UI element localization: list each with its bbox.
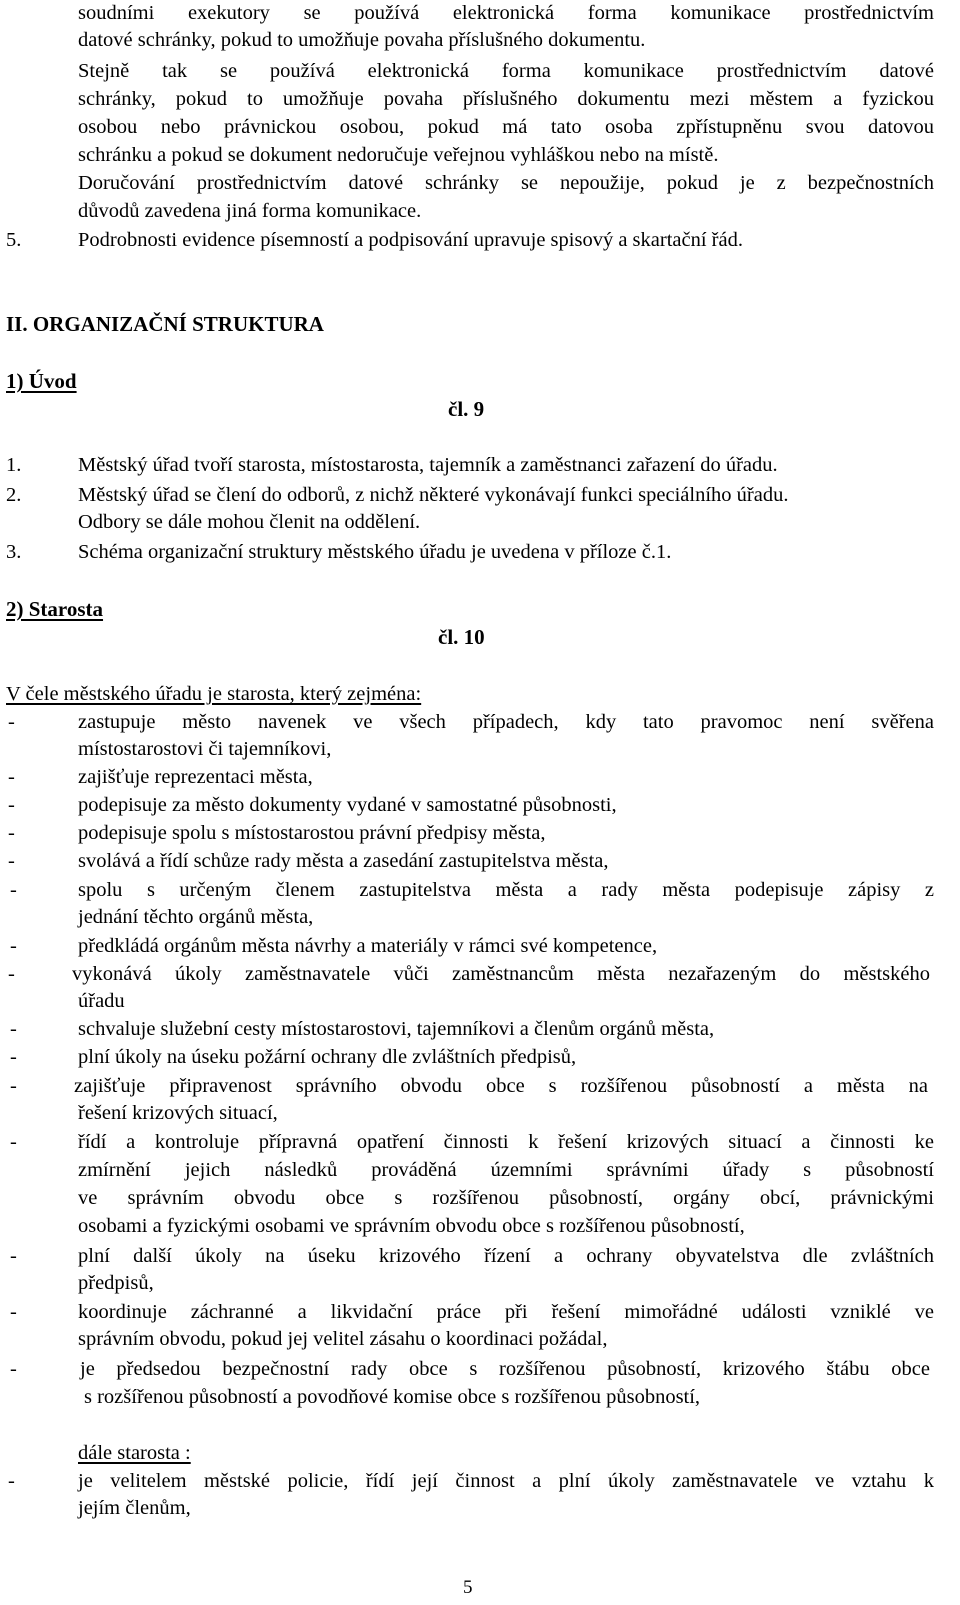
item-text: Schéma organizační struktury městského úřadu je uvedena v příloze č.1.: [78, 541, 672, 563]
bullet-dash: -: [10, 879, 17, 901]
section-title: II. ORGANIZAČNÍ STRUKTURA: [6, 312, 324, 336]
item-number: 3.: [6, 541, 22, 563]
article-number: čl. 9: [448, 397, 485, 421]
duty-text: řešení krizových situací,: [78, 1102, 278, 1124]
duty-text: podepisuje spolu s místostarostou právní předpisy města,: [78, 822, 546, 844]
paragraph-line: důvodů zavedena jiná forma komunikace.: [78, 200, 422, 222]
item-number: 5.: [6, 229, 22, 251]
duty-text: podepisuje za město dokumenty vydané v samostatné působnosti,: [78, 794, 617, 816]
item-text: Podrobnosti evidence písemností a podpisování upravuje spisový a skartační řád.: [78, 229, 743, 251]
duty-text: osobami a fyzickými osobami ve správním obvodu obce s rozšířenou působností,: [78, 1215, 745, 1237]
bullet-dash: -: [8, 794, 15, 816]
intro-text: V čele městského úřadu je starosta, který zejména:: [6, 683, 422, 705]
bullet-dash: -: [8, 1470, 15, 1492]
duty-text: spolu s určeným členem zastupitelstva města a rady města podepisuje zápisy z: [78, 879, 934, 901]
duty-text: svolává a řídí schůze rady města a zasedání zastupitelstva města,: [78, 850, 609, 872]
bullet-dash: -: [10, 1075, 17, 1097]
bullet-dash: -: [10, 1245, 17, 1267]
paragraph-line: datové schránky, pokud to umožňuje povaha příslušného dokumentu.: [78, 29, 646, 51]
duty-text: úřadu: [78, 990, 125, 1012]
further-title: dále starosta :: [78, 1442, 191, 1464]
duty-text: zajišťuje reprezentaci města,: [78, 766, 313, 788]
duty-text: s rozšířenou působností a povodňové komise obce s rozšířenou působností,: [84, 1386, 701, 1408]
duty-text: zmírnění jejich následků prováděná územními správními úřady s působností: [78, 1159, 934, 1181]
duty-text: řídí a kontroluje přípravná opatření činnosti k řešení krizových situací a činnosti ke: [78, 1131, 934, 1153]
duty-text: zajišťuje připravenost správního obvodu obce s rozšířenou působností a města na: [74, 1075, 928, 1097]
duty-text: jednání těchto orgánů města,: [78, 906, 314, 928]
bullet-dash: -: [8, 850, 15, 872]
bullet-dash: -: [10, 1301, 17, 1323]
paragraph-line: schránky, pokud to umožňuje povaha příslušného dokumentu mezi městem a fyzickou: [78, 88, 934, 110]
paragraph-line: osobou nebo právnickou osobou, pokud má tato osoba zpřístupněnu svou datovou: [78, 116, 934, 138]
duty-text: zastupuje město navenek ve všech případech, kdy tato pravomoc není svěřena: [78, 711, 934, 733]
bullet-dash: -: [8, 822, 15, 844]
item-text: Městský úřad tvoří starosta, místostarosta, tajemník a zaměstnanci zařazení do úřadu.: [78, 454, 778, 476]
bullet-dash: -: [8, 963, 15, 985]
page-number: 5: [463, 1577, 473, 1598]
duty-text: předpisů,: [78, 1272, 154, 1294]
item-text: Městský úřad se člení do odborů, z nichž některé vykonávají funkci speciálního úřadu.: [78, 484, 789, 506]
duty-text: správním obvodu, pokud jej velitel zásahu o koordinaci požádal,: [78, 1328, 608, 1350]
paragraph-line: Stejně tak se používá elektronická forma komunikace prostřednictvím datové: [78, 60, 934, 82]
bullet-dash: -: [8, 766, 15, 788]
bullet-dash: -: [10, 1358, 17, 1380]
duty-text: místostarostovi či tajemníkovi,: [78, 738, 332, 760]
duty-text: je předsedou bezpečnostní rady obce s rozšířenou působností, krizového štábu obce: [80, 1358, 930, 1380]
paragraph-line: Doručování prostřednictvím datové schránky se nepoužije, pokud je z bezpečnostních: [78, 172, 934, 194]
duty-text: plní úkoly na úseku požární ochrany dle zvláštních předpisů,: [78, 1046, 577, 1068]
bullet-dash: -: [10, 1018, 17, 1040]
duty-text: ve správním obvodu obce s rozšířenou působností, orgány obcí, právnickými: [78, 1187, 934, 1209]
bullet-dash: -: [10, 1046, 17, 1068]
duty-text: předkládá orgánům města návrhy a materiály v rámci své kompetence,: [78, 935, 658, 957]
duty-text: schvaluje služební cesty místostarostovi, tajemníkovi a členům orgánů města,: [78, 1018, 715, 1040]
item-number: 2.: [6, 484, 22, 506]
duty-text: je velitelem městské policie, řídí její činnost a plní úkoly zaměstnavatele ve vztahu k: [78, 1470, 934, 1492]
bullet-dash: -: [8, 711, 15, 733]
paragraph-line: schránku a pokud se dokument nedoručuje veřejnou vyhláškou nebo na místě.: [78, 144, 719, 166]
duty-text: koordinuje záchranné a likvidační práce při řešení mimořádné události vzniklé ve: [78, 1301, 934, 1323]
bullet-dash: -: [10, 935, 17, 957]
subsection-title: 1) Úvod: [6, 369, 77, 393]
bullet-dash: -: [10, 1131, 17, 1153]
paragraph-line: soudními exekutory se používá elektronická forma komunikace prostřednictvím: [78, 2, 934, 24]
subsection-title: 2) Starosta: [6, 597, 104, 621]
duty-text: jejím členům,: [78, 1497, 191, 1519]
duty-text: vykonává úkoly zaměstnavatele vůči zaměstnancům města nezařazeným do městského: [72, 963, 930, 985]
item-text: Odbory se dále mohou členit na oddělení.: [78, 511, 421, 533]
duty-text: plní další úkoly na úseku krizového řízení a ochrany obyvatelstva dle zvláštních: [78, 1245, 934, 1267]
item-number: 1.: [6, 454, 22, 476]
article-number: čl. 10: [438, 625, 485, 649]
